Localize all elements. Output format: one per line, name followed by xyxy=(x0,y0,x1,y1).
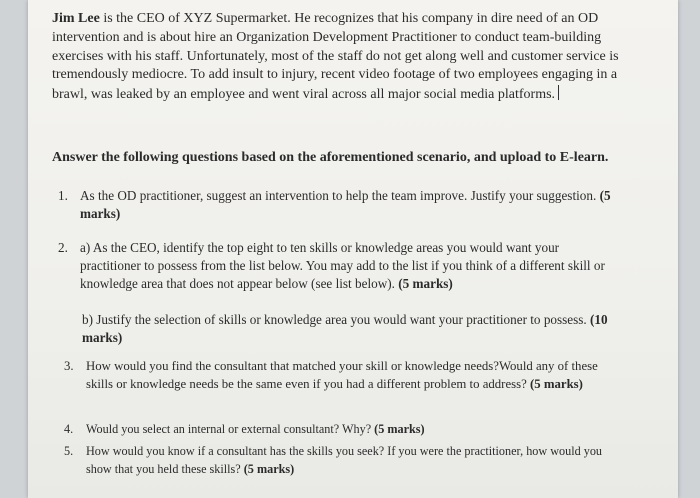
question-1-number: 1. xyxy=(58,188,68,203)
question-4-marks: (5 marks) xyxy=(374,422,425,436)
question-5-text: How would you know if a consultant has the skills you seek? If you were the practitioner, how would you show that you held these skills? xyxy=(86,444,603,476)
question-2a-text: a) As the CEO, identify the top eight to ten skills or knowledge areas you would want your practitioner to possess from the list below. You may add to the list if you think of a different skill or knowledge area that does not appear below (see list below). xyxy=(80,240,605,291)
question-4-text: Would you select an internal or external consultant? Why? xyxy=(86,422,375,436)
question-2b-text: b) Justify the selection of skills or knowledge area you would want your practitioner to possess. xyxy=(82,312,590,327)
question-2a xyxy=(58,239,620,292)
question-2b xyxy=(82,311,627,347)
question-2b-marks: (10 marks) xyxy=(82,312,608,345)
question-4 xyxy=(64,421,616,439)
question-5-number: 5. xyxy=(64,444,74,458)
question-3-marks: (5 marks) xyxy=(529,377,583,391)
scenario-text: is the CEO of XYZ Supermarket. He recognizes that his company in dire need of an OD intervention and is about hire an Organization Development Practitioner to conduct team-building exercises with his staff. Unfortunately, most of the staff do not get along well and customer service is tremendously mediocre. To add insult to injury, recent video footage of two employees engaging in a brawl, was leaked by an employee and went viral across all major social media platforms. xyxy=(52,11,619,103)
question-1-marks: (5 marks) xyxy=(80,188,611,221)
question-3-number: 3. xyxy=(64,359,74,373)
question-1-text: As the OD practitioner, suggest an intervention to help the team improve. Justify your suggestion. xyxy=(80,188,600,203)
scenario-paragraph xyxy=(52,10,652,105)
question-2a-marks: (5 marks) xyxy=(398,275,453,291)
text-cursor xyxy=(558,85,559,100)
question-1 xyxy=(58,187,620,223)
instructions-heading: Answer the following questions based on the aforementioned scenario, and upload to E-learn. xyxy=(52,150,609,165)
question-2-number: 2. xyxy=(58,240,68,255)
question-3-text: How would you find the consultant that matched your skill or knowledge needs?Would any of these skills or knowledge needs be the same even if you had a different problem to address? xyxy=(86,359,598,391)
question-5-marks: (5 marks) xyxy=(243,461,295,476)
question-5 xyxy=(64,443,626,478)
question-4-number: 4. xyxy=(64,422,74,436)
question-3 xyxy=(64,357,616,393)
ceo-name: Jim Lee xyxy=(52,11,100,26)
document-page xyxy=(28,0,678,498)
